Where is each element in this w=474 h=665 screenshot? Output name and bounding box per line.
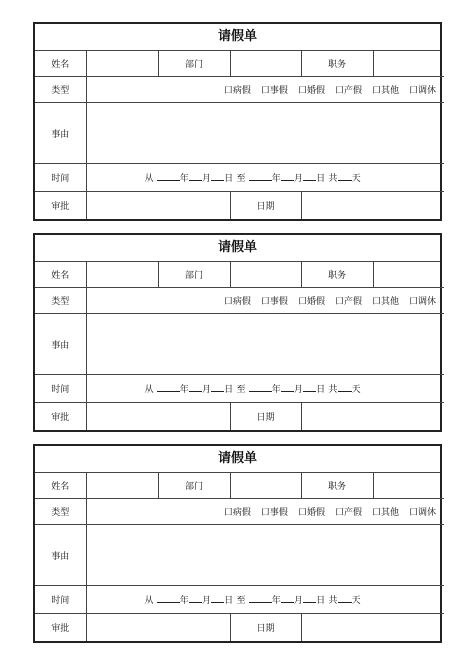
total-days-blank[interactable]	[338, 594, 352, 603]
approval-field[interactable]	[86, 192, 230, 220]
month-word: 月	[293, 596, 304, 606]
month-word: 月	[293, 174, 304, 184]
form-title: 请假单	[35, 235, 440, 262]
start-month-blank[interactable]	[189, 172, 202, 181]
day-word: 日	[316, 385, 326, 395]
reason-field[interactable]	[86, 525, 444, 586]
start-day-blank[interactable]	[211, 172, 224, 181]
time-range	[86, 164, 444, 192]
start-year-blank[interactable]	[157, 172, 180, 181]
total-days-blank[interactable]	[338, 172, 352, 181]
end-day-blank[interactable]	[303, 172, 316, 181]
checkbox-marriage-leave[interactable]: 口婚假	[297, 86, 325, 96]
leave-type-options	[86, 77, 444, 103]
days-unit: 天	[351, 596, 361, 606]
leave-form-3	[33, 444, 442, 643]
total-word: 共	[328, 596, 338, 606]
dept-field[interactable]	[230, 262, 301, 288]
checkbox-maternity-leave[interactable]: 口产假	[334, 86, 362, 96]
days-unit: 天	[351, 385, 361, 395]
day-word: 日	[316, 174, 326, 184]
checkbox-other-leave[interactable]: 口其他	[371, 508, 399, 518]
dept-label: 部门	[158, 262, 230, 288]
from-word: 从	[144, 174, 154, 184]
checkbox-compensatory-leave[interactable]: 口调休	[408, 297, 436, 307]
reason-field[interactable]	[86, 314, 444, 375]
position-field[interactable]	[373, 51, 444, 77]
start-day-blank[interactable]	[211, 383, 224, 392]
approval-label: 审批	[35, 403, 86, 431]
checkbox-maternity-leave[interactable]: 口产假	[334, 508, 362, 518]
dept-label: 部门	[158, 473, 230, 499]
month-word: 月	[201, 385, 212, 395]
approval-label: 审批	[35, 192, 86, 220]
date-label: 日期	[230, 192, 301, 220]
year-word: 年	[271, 596, 281, 606]
name-field[interactable]	[86, 473, 158, 499]
from-word: 从	[144, 596, 154, 606]
year-word: 年	[179, 174, 189, 184]
year-word: 年	[271, 385, 281, 395]
total-word: 共	[328, 385, 338, 395]
start-year-blank[interactable]	[157, 383, 180, 392]
year-word: 年	[179, 596, 189, 606]
checkbox-personal-leave[interactable]: 口事假	[260, 297, 288, 307]
position-label: 职务	[301, 473, 373, 499]
day-word: 日	[224, 174, 234, 184]
reason-label: 事由	[35, 525, 86, 586]
checkbox-sick-leave[interactable]: 口病假	[223, 508, 251, 518]
time-range	[86, 375, 444, 403]
time-label: 时间	[35, 375, 86, 403]
checkbox-maternity-leave[interactable]: 口产假	[334, 297, 362, 307]
end-month-blank[interactable]	[281, 383, 294, 392]
name-field[interactable]	[86, 51, 158, 77]
name-field[interactable]	[86, 262, 158, 288]
checkbox-marriage-leave[interactable]: 口婚假	[297, 508, 325, 518]
form-table	[35, 473, 444, 641]
end-day-blank[interactable]	[303, 594, 316, 603]
start-month-blank[interactable]	[189, 594, 202, 603]
start-day-blank[interactable]	[211, 594, 224, 603]
position-field[interactable]	[373, 262, 444, 288]
month-word: 月	[293, 385, 304, 395]
leave-type-options	[86, 499, 444, 525]
time-range	[86, 586, 444, 614]
time-label: 时间	[35, 586, 86, 614]
checkbox-compensatory-leave[interactable]: 口调休	[408, 86, 436, 96]
checkbox-other-leave[interactable]: 口其他	[371, 297, 399, 307]
reason-field[interactable]	[86, 103, 444, 164]
from-word: 从	[144, 385, 154, 395]
year-word: 年	[271, 174, 281, 184]
start-year-blank[interactable]	[157, 594, 180, 603]
reason-label: 事由	[35, 314, 86, 375]
form-table	[35, 51, 444, 219]
end-month-blank[interactable]	[281, 172, 294, 181]
type-label: 类型	[35, 288, 86, 314]
time-label: 时间	[35, 164, 86, 192]
name-label: 姓名	[35, 51, 86, 77]
form-title: 请假单	[35, 446, 440, 473]
day-word: 日	[224, 596, 234, 606]
leave-form-2	[33, 233, 442, 432]
to-word: 至	[236, 174, 246, 184]
name-label: 姓名	[35, 262, 86, 288]
checkbox-sick-leave[interactable]: 口病假	[223, 86, 251, 96]
end-year-blank[interactable]	[249, 594, 272, 603]
approval-field[interactable]	[86, 614, 230, 642]
month-word: 月	[201, 596, 212, 606]
day-word: 日	[224, 385, 234, 395]
start-month-blank[interactable]	[189, 383, 202, 392]
day-word: 日	[316, 596, 326, 606]
form-table	[35, 262, 444, 430]
leave-form-1	[33, 22, 442, 221]
date-label: 日期	[230, 614, 301, 642]
checkbox-personal-leave[interactable]: 口事假	[260, 86, 288, 96]
total-word: 共	[328, 174, 338, 184]
type-label: 类型	[35, 499, 86, 525]
date-label: 日期	[230, 403, 301, 431]
end-month-blank[interactable]	[281, 594, 294, 603]
position-label: 职务	[301, 262, 373, 288]
leave-type-options	[86, 288, 444, 314]
year-word: 年	[179, 385, 189, 395]
checkbox-personal-leave[interactable]: 口事假	[260, 508, 288, 518]
date-field[interactable]	[301, 192, 444, 220]
checkbox-other-leave[interactable]: 口其他	[371, 86, 399, 96]
to-word: 至	[236, 596, 246, 606]
approval-field[interactable]	[86, 403, 230, 431]
name-label: 姓名	[35, 473, 86, 499]
to-word: 至	[236, 385, 246, 395]
dept-label: 部门	[158, 51, 230, 77]
form-title: 请假单	[35, 24, 440, 51]
dept-field[interactable]	[230, 473, 301, 499]
end-year-blank[interactable]	[249, 172, 272, 181]
checkbox-marriage-leave[interactable]: 口婚假	[297, 297, 325, 307]
type-label: 类型	[35, 77, 86, 103]
days-unit: 天	[351, 174, 361, 184]
month-word: 月	[201, 174, 212, 184]
end-day-blank[interactable]	[303, 383, 316, 392]
date-field[interactable]	[301, 403, 444, 431]
approval-label: 审批	[35, 614, 86, 642]
checkbox-sick-leave[interactable]: 口病假	[223, 297, 251, 307]
dept-field[interactable]	[230, 51, 301, 77]
date-field[interactable]	[301, 614, 444, 642]
position-label: 职务	[301, 51, 373, 77]
total-days-blank[interactable]	[338, 383, 352, 392]
reason-label: 事由	[35, 103, 86, 164]
position-field[interactable]	[373, 473, 444, 499]
end-year-blank[interactable]	[249, 383, 272, 392]
checkbox-compensatory-leave[interactable]: 口调休	[408, 508, 436, 518]
